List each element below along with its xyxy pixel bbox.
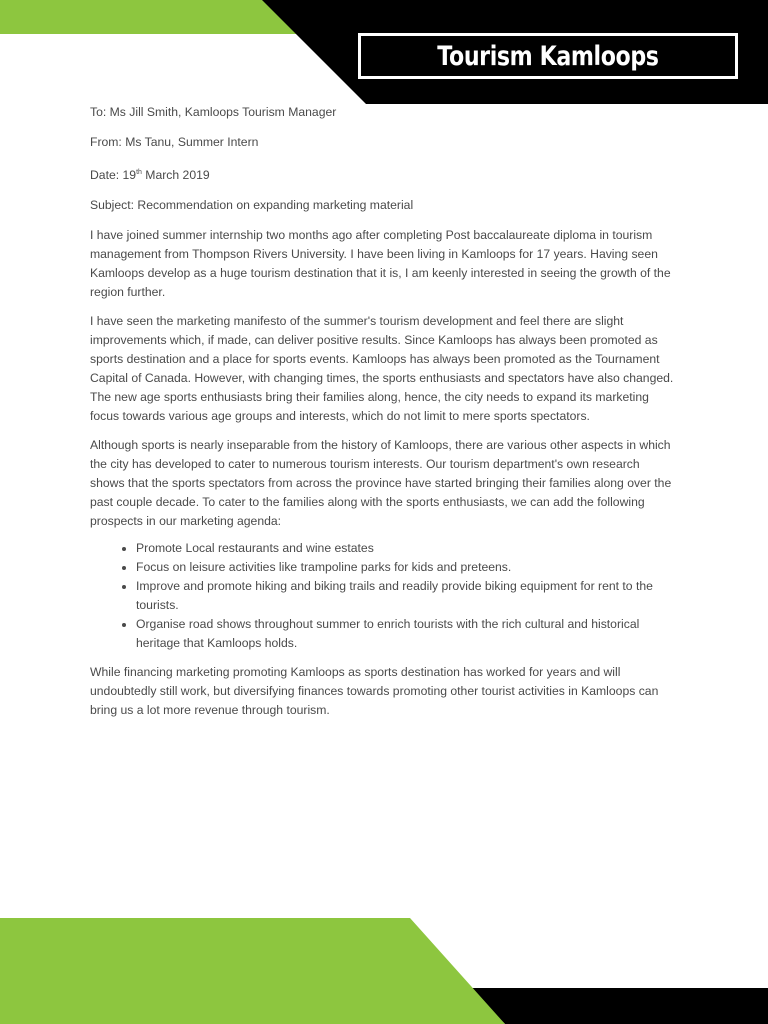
letter-to: To: Ms Jill Smith, Kamloops Tourism Manager <box>90 105 337 119</box>
paragraph: Although sports is nearly inseparable from the history of Kamloops, there are various other aspects in which the city has developed to cater to numerous tourism interests. Our tourism department's own research shows that the sports spectators from across the province have started bringing their families along over the past couple decade. To cater to the families along with the sports enthusiasts, we can add the following prospects in our marketing agenda: <box>90 438 672 529</box>
footer-green-band <box>0 918 505 1024</box>
letter-body <box>90 103 675 730</box>
list-item: • Organise road shows throughout summer to enrich tourists with the rich cultural and historical heritage that Kamloops holds. <box>136 615 675 653</box>
prospects-list <box>90 539 675 653</box>
list-item: • Focus on leisure activities like trampoline parks for kids and preteens. <box>136 558 675 577</box>
letter-date-suffix: March 2019 <box>141 168 210 183</box>
letter-subject: Subject: Recommendation on expanding marketing material <box>90 198 414 213</box>
header-title: Tourism Kamloops <box>437 40 659 72</box>
letter-date-sup: th <box>136 169 142 176</box>
closing-paragraph: While financing marketing promoting Kamloops as sports destination has worked for years and will undoubtedly still work, but diversifying finances towards promoting other tourist activities in Kamloops can bring us a lot more revenue through tourism. <box>90 665 659 718</box>
letter-date-prefix: Date: 19 <box>90 168 137 183</box>
footer-decoration <box>0 916 768 1024</box>
footer-black-band <box>470 988 768 1024</box>
letter-from: From: Ms Tanu, Summer Intern <box>90 135 259 149</box>
letter-date <box>90 163 675 185</box>
paragraph: I have joined summer internship two months ago after completing Post baccalaureate diploma in tourism management from Thompson Rivers University. I have been living in Kamloops for 17 years. Having seen Kamloops develop as a huge tourism destination that it is, I am keenly interested in seeing the growth of the region further. <box>90 228 671 300</box>
list-item: • Improve and promote hiking and biking trails and readily provide biking equipment for rent to the tourists. <box>136 577 675 615</box>
paragraph: I have seen the marketing manifesto of the summer's tourism development and feel there are slight improvements which, if made, can deliver positive results. Since Kamloops has always been promoted as sports destination and a place for sports events. Kamloops has always been promoted as the Tournament Capital of Canada. However, with changing times, the sports enthusiasts and spectators have also changed. The new age sports enthusiasts bring their families along, hence, the city needs to expand its marketing focus towards various age groups and interests, which do not limit to mere sports spectators. <box>90 314 674 424</box>
header-title-box <box>358 33 738 79</box>
list-item: • Promote Local restaurants and wine estates <box>136 539 675 558</box>
header-green-band <box>0 0 298 34</box>
